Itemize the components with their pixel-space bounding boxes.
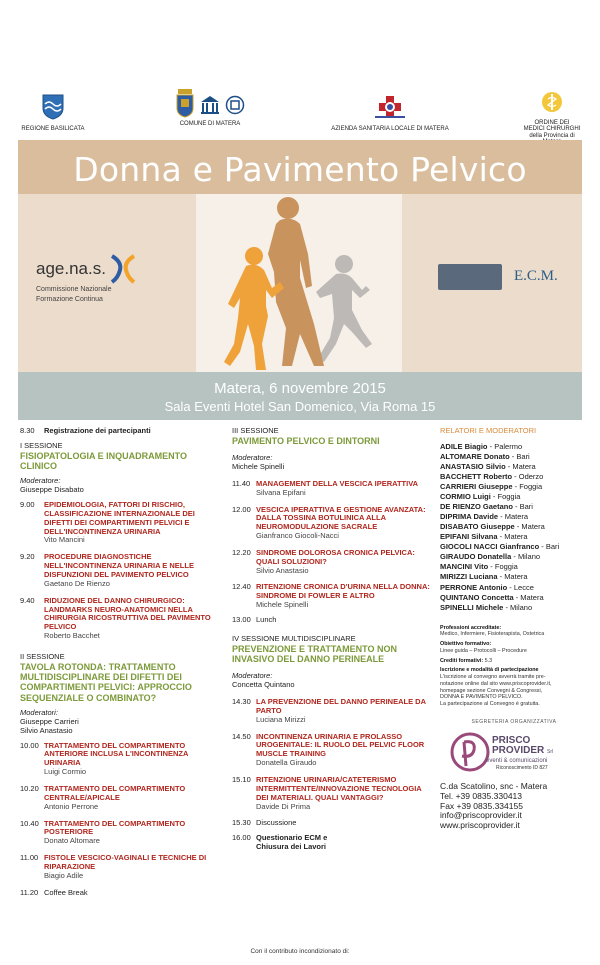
sponsor-bar (0, 88, 600, 140)
speaker-row: ANASTASIO Silvio - Matera (440, 461, 536, 471)
sponsor-label-line: MEDICI CHIRURGHI (523, 126, 581, 133)
item-speaker: Vito Mancini (44, 535, 85, 545)
moderator-label: Moderatore: (232, 671, 273, 681)
program-item (232, 776, 432, 811)
program-item (20, 597, 225, 641)
program-item (20, 501, 225, 545)
speaker-row: BACCHETT Roberto - Oderzo (440, 471, 544, 481)
item-title: VESCICA IPERATTIVA E GESTIONE AVANZATA: DALLA TOSSINA BOTULINICA ALLA NEUROMODULAZIONE SACRALE (256, 504, 426, 532)
item-title: Lunch (256, 615, 277, 624)
item-time: 15.10 (232, 774, 251, 784)
moderator-name: Silvio Anastasio (20, 725, 73, 735)
item-time: 11.20 (20, 887, 39, 897)
session-title: PAVIMENTO PELVICO E DINTORNI (232, 435, 380, 446)
sponsor-label: COMUNE DI MATERA (179, 121, 241, 127)
speaker-city: Foggia (497, 492, 521, 502)
session-label: III SESSIONE (232, 426, 279, 435)
item-title: SINDROME DOLOROSA CRONICA PELVICA: QUALI SOLUZIONI? (256, 547, 415, 566)
program-item-discussion (232, 819, 432, 828)
moderator-label: Moderatori: (20, 708, 58, 718)
item-time: 10.20 (20, 784, 39, 793)
moderator-label: Moderatore: (20, 476, 61, 486)
agenas-mark-icon (110, 254, 136, 284)
info-text: 5.3 (484, 657, 493, 664)
speaker-city: Matera (504, 512, 529, 522)
info-text: La partecipazione al Convegno è gratuita. (440, 701, 540, 708)
item-time: 13.00 (232, 615, 251, 624)
item-time: 11.40 (232, 478, 251, 488)
asl-logo-icon (330, 94, 450, 123)
agenas-sub2: Formazione Continua (36, 295, 103, 303)
agenas-logo (36, 254, 136, 303)
sponsor-asl (330, 94, 450, 132)
speakers-list (440, 442, 588, 613)
item-title: MANAGEMENT DELLA VESCICA IPERATTIVA (256, 478, 419, 488)
contact-email: info@priscoprovider.it (440, 810, 522, 821)
item-title: Registrazione dei partecipanti (44, 426, 151, 435)
title-band (18, 140, 582, 194)
item-time: 14.50 (232, 731, 251, 741)
order-logo-icon (522, 90, 582, 117)
speaker-name: SPINELLI Michele (440, 602, 504, 612)
item-time: 9.00 (20, 500, 35, 510)
program-item-closing (232, 834, 432, 852)
session-title: TAVOLA ROTONDA: TRATTAMENTO MULTIDISCIPLINARE DEI DIFETTI DEI COMPARTIMENTI PELVICI: APPROCCIO SEQUENZIALE O COMBINATO? (20, 661, 192, 703)
item-title: LA PREVENZIONE DEL DANNO PERINEALE DA PARTO (256, 697, 426, 715)
speaker-city: Foggia (494, 562, 518, 572)
item-title: TRATTAMENTO DEL COMPARTIMENTO ANTERIORE INCLUSA L'INCONTINENZA URINARIA (44, 740, 189, 768)
speaker-name: CARRIERI Giuseppe (440, 482, 513, 492)
session-title: FISIOPATOLOGIA E INQUADRAMENTO CLINICO (20, 450, 188, 472)
sponsor-label-line: della Provincia di (529, 132, 575, 139)
speaker-row: GIOCOLI NACCI Gianfranco - Bari (440, 542, 560, 552)
program-item-registration (20, 427, 225, 436)
item-time: 10.00 (20, 740, 39, 750)
prisco-name: PRISCO (492, 734, 531, 746)
item-title: RITENZIONE CRONICA D'URINA NELLA DONNA: SINDROME DI FOWLER E ALTRO (256, 582, 430, 601)
sponsor-ordine (522, 90, 582, 146)
speaker-name: GIOCOLI NACCI Gianfranco (440, 542, 540, 552)
speaker-name: DISABATO Giuseppe (440, 522, 515, 532)
prisco-mark-icon (450, 730, 490, 774)
item-time: 14.30 (232, 697, 251, 707)
item-title: RIDUZIONE DEL DANNO CHIRURGICO: LANDMARKS NEURO-ANATOMICI NELLA CHIRURGIA RICOSTRUTTIVA DEL PAVIMENTO PELVICO (44, 595, 211, 632)
agenas-name: age.na.s. (36, 259, 106, 278)
speaker-row: DE RIENZO Gaetano - Bari (440, 502, 533, 512)
item-title: FISTOLE VESCICO-VAGINALI E TECNICHE DI RIPARAZIONE (44, 853, 207, 871)
speaker-row: EPIFANI Silvana - Matera (440, 532, 528, 542)
item-time: 8.30 (20, 426, 35, 435)
organizer-heading: SEGRETERIA ORGANIZZATIVA (471, 718, 557, 725)
program-item-break (20, 889, 225, 898)
speaker-row: CORMIO Luigi - Foggia (440, 492, 521, 502)
item-time: 12.20 (232, 547, 251, 557)
moderator-name: Giuseppe Disabato (20, 485, 84, 495)
item-speaker: Silvana Epifani (256, 487, 306, 497)
item-title: Chiusura dei Lavori (256, 842, 327, 852)
info-text: Linee guida – Protocolli – Procedure (440, 647, 527, 654)
item-title: EPIDEMIOLOGIA, FATTORI DI RISCHIO, CLASSIFICAZIONE INTERNAZIONALE DEI DIFETTI DEI COMPARTIMENTI PELVICI E DELL'INCONTINENZA URINARIA (44, 500, 195, 536)
program-item (232, 480, 432, 498)
info-column (440, 427, 588, 831)
item-time: 16.00 (232, 833, 251, 843)
program-item (20, 742, 225, 777)
speaker-city: Palermo (494, 441, 523, 451)
contact-address: C.da Scatolino, snc - Matera (440, 780, 548, 791)
item-title: RITENZIONE URINARIA/CATETERISMO INTERMITTENTE/INNOVAZIONE TECNOLOGIA DEI MATERIALI. QUALI VANTAGGI? (256, 774, 422, 802)
info-text: notazione online dal sito www.priscoprovider.it, (440, 680, 552, 687)
info-label: Iscrizione e modalità di partecipazione (440, 667, 539, 674)
info-text: DONNA E PAVIMENTO PELVICO. (440, 694, 523, 701)
speaker-name: ADILE Biagio (440, 441, 488, 451)
speaker-name: PERRONE Antonio (440, 582, 508, 592)
session-label: II SESSIONE (20, 651, 65, 661)
moderator-name: Giuseppe Carrieri (20, 716, 79, 726)
session-label: I SESSIONE (20, 440, 63, 450)
venue-band (18, 372, 582, 420)
sponsor-comune (160, 88, 260, 128)
program-item (232, 698, 432, 725)
speaker-name: DIPRIMA Davide (440, 512, 499, 522)
item-time: 12.00 (232, 504, 251, 514)
item-title: INCONTINENZA URINARIA E PROLASSO UROGENITALE: IL RUOLO DEL PELVIC FLOOR MUSCLE TRAINING (256, 731, 425, 759)
item-speaker: Gianfranco Giocoli-Nacci (256, 531, 339, 541)
item-speaker: Davide Di Prima (256, 801, 311, 811)
info-text: L'iscrizione al convegno avverrà tramite pre- (440, 674, 546, 681)
event-venue: Sala Eventi Hotel San Domenico, Via Roma 15 (164, 399, 436, 414)
item-title: TRATTAMENTO DEL COMPARTIMENTO CENTRALE/APICALE (44, 784, 186, 802)
speaker-city: Matera (504, 532, 528, 542)
program-item (20, 820, 225, 847)
speaker-city: Matera (504, 572, 528, 582)
speaker-row: PERRONE Antonio - Lecce (440, 582, 534, 592)
item-time: 11.00 (20, 853, 39, 863)
item-speaker: Luigi Cormio (44, 767, 87, 777)
accreditation-info (440, 625, 588, 708)
item-speaker: Gaetano De Rienzo (44, 578, 110, 588)
contact-block (440, 782, 588, 831)
speaker-row: MIRIZZI Luciana - Matera (440, 572, 528, 582)
speaker-city: Matera (521, 522, 545, 532)
item-speaker: Michele Spinelli (256, 600, 309, 610)
item-speaker: Biagio Adile (44, 870, 84, 880)
footer-note: Con il contributo incondizionato di: (250, 948, 350, 955)
item-time: 12.40 (232, 582, 251, 592)
prisco-tagline: eventi & comunicazioni (486, 757, 548, 764)
heritage-icon (225, 95, 245, 115)
item-speaker: Silvio Anastasio (256, 565, 309, 575)
program-item (232, 583, 432, 610)
program-item (20, 553, 225, 588)
speaker-row: QUINTANO Concetta - Matera (440, 592, 544, 602)
item-time: 9.40 (20, 595, 35, 605)
contact-phone: Tel. +39 0835.330413 (440, 790, 523, 801)
sponsor-regione (18, 94, 88, 132)
item-time: 9.20 (20, 552, 35, 562)
prisco-name2: PROVIDER (492, 744, 545, 756)
program-item (232, 506, 432, 541)
prisco-srl: Srl (547, 748, 554, 755)
speaker-city: Bari (545, 542, 560, 552)
hero-banner (18, 194, 582, 372)
item-title: TRATTAMENTO DEL COMPARTIMENTO POSTERIORE (44, 818, 186, 837)
speaker-city: Oderzo (518, 471, 544, 481)
speaker-name: DE RIENZO Gaetano (440, 502, 513, 512)
speaker-name: MIRIZZI Luciana (440, 572, 498, 582)
agenas-sub1: Commissione Nazionale (36, 286, 112, 293)
session-title: PREVENZIONE E TRATTAMENTO NON INVASIVO DEL DANNO PERINEALE (232, 643, 398, 665)
speaker-city: Milano (510, 602, 533, 612)
item-title: Discussione (256, 818, 297, 828)
info-label: Obiettivo formativo: (440, 641, 492, 648)
info-text: homepage sezione Convegni & Congressi, (440, 687, 543, 694)
speaker-city: Foggia (519, 482, 543, 492)
ecm-photo-icon (438, 264, 502, 290)
region-crest-icon (18, 94, 88, 123)
city-crest-icon (175, 88, 195, 118)
info-text: Medico, Infermiere, Fisioterapista, Ostetrica (440, 631, 545, 638)
item-speaker: Donato Altomare (44, 836, 100, 846)
item-speaker: Roberto Bacchet (44, 631, 100, 641)
session-label: IV SESSIONE MULTIDISCIPLINARE (232, 633, 356, 643)
speaker-row: SPINELLI Michele - Milano (440, 602, 533, 612)
moderator-name: Michele Spinelli (232, 462, 285, 472)
ecm-logo (438, 264, 568, 290)
item-title: Coffee Break (44, 887, 88, 897)
speaker-city: Bari (516, 451, 530, 461)
info-label: Professioni accreditate: (440, 624, 502, 631)
speaker-name: BACCHETT Roberto (440, 471, 513, 481)
speaker-name: CORMIO Luigi (440, 492, 491, 502)
speaker-row: ADILE Biagio - Palermo (440, 441, 523, 451)
page-title: Donna e Pavimento Pelvico (73, 150, 527, 189)
item-title: Questionario ECM e (256, 833, 328, 843)
moderator-name: Concetta Quintano (232, 680, 295, 690)
sponsor-label: AZIENDA SANITARIA LOCALE DI MATERA (331, 125, 449, 132)
prisco-id: Riconoscimento ID 827 (496, 764, 548, 771)
speaker-row: MANCINI Vito - Foggia (440, 562, 518, 572)
contact-fax: Fax +39 0835.334155 (440, 800, 523, 811)
speaker-row: DISABATO Giuseppe - Matera (440, 522, 545, 532)
speaker-name: ANASTASIO Silvio (440, 461, 506, 471)
speaker-name: EPIFANI Silvana (440, 532, 498, 542)
program-column-2 (232, 427, 432, 852)
speaker-name: QUINTANO Concetta (440, 592, 514, 602)
speaker-name: GIRAUDO Donatella (440, 552, 512, 562)
contact-website: www.priscoprovider.it (440, 820, 520, 831)
speaker-name: ALTOMARE Donato (440, 451, 510, 461)
sponsor-label-line: ORDINE DEI (534, 119, 570, 126)
speaker-city: Lecce (513, 582, 534, 592)
speaker-city: Bari (519, 502, 533, 512)
speaker-city: Matera (520, 592, 544, 602)
item-speaker: Luciana Mirizzi (256, 714, 306, 724)
speaker-city: Matera (512, 461, 536, 471)
item-speaker: Antonio Perrone (44, 801, 99, 811)
program-item (20, 785, 225, 812)
hero-illustration-panel (196, 194, 402, 372)
program-item (232, 549, 432, 576)
unesco-icon (199, 94, 221, 116)
info-label: Crediti formativi: (440, 657, 484, 664)
item-time: 15.30 (232, 818, 251, 828)
women-silhouettes-illustration (196, 194, 402, 372)
speaker-name: MANCINI Vito (440, 562, 489, 572)
speaker-city: Milano (517, 552, 541, 562)
speaker-row: CARRIERI Giuseppe - Foggia (440, 482, 543, 492)
event-date: Matera, 6 novembre 2015 (214, 380, 386, 397)
program-column-1 (20, 427, 225, 897)
program-item (232, 733, 432, 768)
speaker-row: ALTOMARE Donato - Bari (440, 451, 530, 461)
sponsor-label: REGIONE BASILICATA (21, 125, 85, 132)
ecm-label: E.C.M. (514, 268, 558, 284)
comune-logos (160, 88, 260, 118)
speaker-row: GIRAUDO Donatella - Milano (440, 552, 541, 562)
item-title: PROCEDURE DIAGNOSTICHE NELL'INCONTINENZA URINARIA E NELLE DISFUNZIONI DEL PAVIMENTO PELVICO (44, 552, 194, 579)
speakers-heading: RELATORI E MODERATORI (440, 426, 537, 435)
item-speaker: Donatella Giraudo (256, 758, 317, 768)
prisco-logo (440, 730, 588, 776)
program-item (20, 854, 225, 881)
moderator-label: Moderatore: (232, 453, 273, 463)
program-item-lunch (232, 616, 432, 625)
item-time: 10.40 (20, 818, 39, 828)
speaker-row: DIPRIMA Davide - Matera (440, 512, 529, 522)
